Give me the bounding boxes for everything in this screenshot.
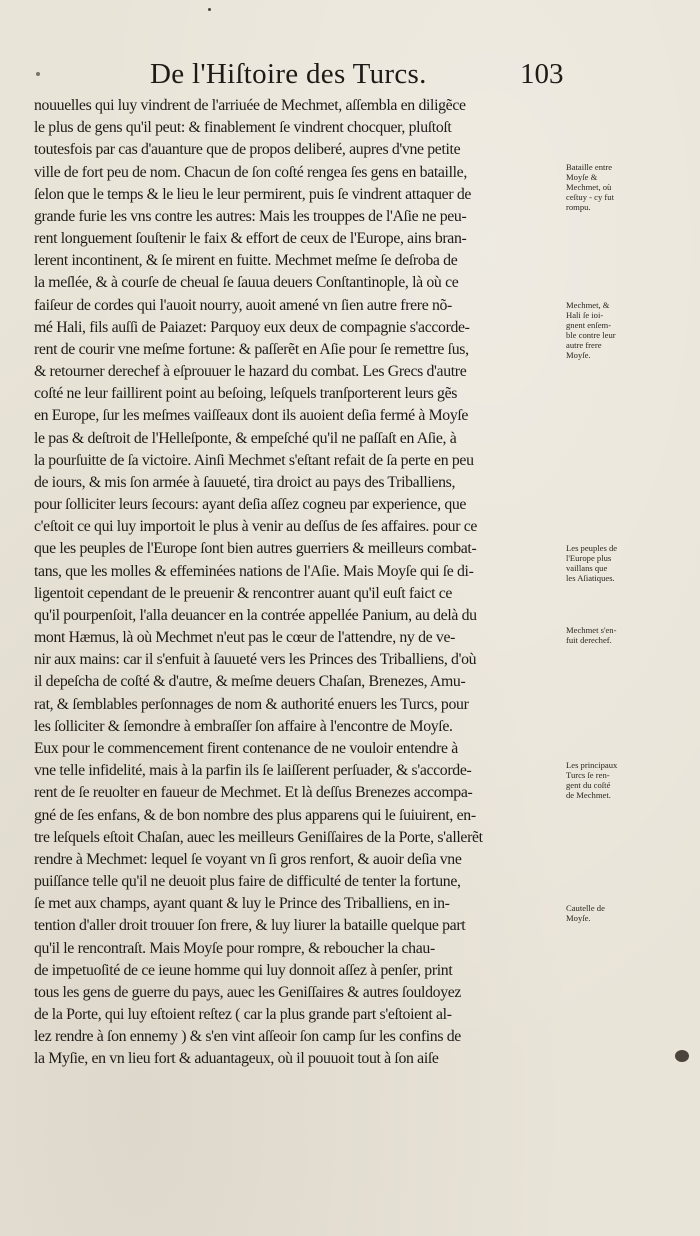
margin-note-line: Les principaux (566, 760, 618, 770)
margin-note-line: autre frere (566, 340, 602, 350)
text-line: tention d'aller droit trouuer ſon frere, & luy liurer la bataille quelque part (34, 917, 466, 935)
margin-note-line: Cautelle de (566, 903, 605, 913)
text-line: rat, & ſemblables perſonnages de nom & authorité enuers les Turcs, pour (34, 695, 469, 713)
text-line: coſté ne leur faillirent point au beſoing, leſquels tranſporterent leurs gẽs (34, 385, 458, 403)
margin-note-line: gnent enſem- (566, 320, 612, 330)
margin-note-cunning (566, 903, 696, 923)
text-line: pour ſolliciter leurs ſecours: ayant deſia aſſez cogneu par experience, que (34, 496, 467, 514)
margin-note-line: Bataille entre (566, 162, 613, 172)
text-line: rent de ſe reuolter en faueur de Mechmet. Et là deſſus Brenezes accompa- (34, 784, 473, 802)
margin-note-line: ble contre leur (566, 330, 616, 340)
text-line: rendre à Mechmet: lequel ſe voyant vn ſi gros renfort, & auoir deſia vne (34, 850, 462, 868)
margin-note-line: Moyſe & (566, 172, 598, 182)
margin-note-line: rompu. (566, 202, 591, 212)
text-line: tous les gens de guerre du pays, auec les Geniſſaires & autres ſouldoyez (34, 983, 462, 1001)
text-line: ſe met aux champs, ayant quant & luy le Prince des Triballiens, en in- (34, 895, 450, 913)
text-line: gné de ſes enfans, & de bon nombre des plus apparens qui le ſuiuirent, en- (34, 806, 476, 824)
text-line: grande furie les vns contre les autres: Mais les trouppes de l'Aſie ne peu- (34, 207, 467, 225)
text-line: qu'il le rencontraſt. Mais Moyſe pour rompre, & reboucher la chau- (34, 939, 435, 957)
text-line: tre leſquels eſtoit Chaſan, auec les meilleurs Geniſſaires de la Porte, s'allerẽt (34, 828, 483, 846)
margin-note-turks-rally (566, 760, 696, 800)
text-line: en Europe, ſur les meſmes vaiſſeaux dont ils auoient deſia fermé à Moyſe (34, 407, 469, 425)
text-line: ville de fort peu de nom. Chacun de ſon coſté rengea ſes gens en bataille, (34, 163, 467, 181)
text-line: de la Porte, qui luy eſtoient reſtez ( car la plus grande part s'eſtoient al- (34, 1006, 452, 1024)
margin-note-europeans (566, 543, 696, 583)
text-line: faiſeur de cordes qui l'auoit nourry, auoit amené vn ſien autre frere nõ- (34, 296, 452, 314)
page-header (0, 58, 700, 98)
margin-note-line: Mechmet, & (566, 300, 610, 310)
body-text (34, 95, 562, 1071)
margin-note-line: l'Europe plus (566, 553, 612, 563)
margin-note-flight (566, 625, 696, 645)
text-line: rent de courir vne meſme fortune: & paſſerẽt en Aſie pour ſe remettre ſus, (34, 340, 469, 358)
text-line: le plus de gens qu'il peut: & finablement ſe vindrent chocquer, pluſtoſt (34, 119, 452, 137)
margin-note-line: Mechmet, où (566, 182, 612, 192)
text-line: c'eſtoit ce qui luy importoit le plus à venir au deſſus de ſes affaires. pour ce (34, 518, 478, 536)
running-title: De l'Hiſtoire des Turcs. (150, 58, 427, 90)
text-line: que les peuples de l'Europe ſont bien autres guerriers & meilleurs combat- (34, 540, 477, 558)
text-line: tans, que les molles & effeminées nations de l'Aſie. Mais Moyſe qui ſe di- (34, 562, 474, 580)
text-line: toutesfois par cas d'auanture que de propos deliberé, aupres d'vne petite (34, 141, 461, 159)
margin-note-line: gent du coſté (566, 780, 611, 790)
text-line: rent longuement ſouſtenir le faix & effort de ceux de l'Europe, ains bran- (34, 230, 467, 248)
text-line: les ſolliciter & ſemondre à embraſſer ſon affaire à l'encontre de Moyſe. (34, 717, 453, 735)
text-line: & retourner derechef à eſprouuer le hazard du combat. Les Grecs d'autre (34, 363, 467, 381)
margin-note-line: Mechmet s'en- (566, 625, 617, 635)
ink-speck (36, 72, 40, 76)
margin-note-line: de Mechmet. (566, 790, 611, 800)
text-line: vne telle infidelité, mais à la parfin ils ſe laiſſerent perſuader, & s'accorde- (34, 762, 472, 780)
margin-note-line: vaillans que (566, 563, 608, 573)
text-line: lerent incontinent, & ſe mirent en fuitte. Mechmet meſme ſe deſroba de (34, 252, 458, 270)
margin-note-alliance (566, 300, 696, 360)
text-line: la Myſie, en vn lieu fort & aduantageux, où il pouuoit tout à ſon aiſe (34, 1050, 439, 1068)
text-line: ligentoit cependant de le preuenir & rencontrer auant qu'il euſt faict ce (34, 584, 453, 602)
text-line: mont Hæmus, là où Mechmet n'eut pas le cœur de l'attendre, ny de ve- (34, 629, 456, 647)
margin-note-line: Les peuples de (566, 543, 618, 553)
margin-note-line: les Aſiatiques. (566, 573, 615, 583)
margin-note-line: Moyſe. (566, 913, 591, 923)
margin-note-line: fuit derechef. (566, 635, 612, 645)
text-line: lez rendre à ſon ennemy ) & s'en vint aſſeoir ſon camp ſur les confins de (34, 1028, 461, 1046)
text-line: il depeſcha de coſté & d'autre, & meſme deuers Chaſan, Brenezes, Amu- (34, 673, 466, 691)
ink-speck (208, 8, 211, 11)
text-line: nir aux mains: car il s'enfuit à ſauueté vers les Princes des Triballiens, d'où (34, 651, 477, 669)
margin-note-line: Turcs ſe ren- (566, 770, 610, 780)
text-line: de iours, & mis ſon armée à ſauueté, tira droict au pays des Triballiens, (34, 473, 456, 491)
text-line: ſelon que le temps & le lieu le leur permirent, puis ſe vindrent attaquer de (34, 185, 472, 203)
text-line: la meſlée, & à courſe de cheual ſe ſauua deuers Conſtantinople, là où ce (34, 274, 459, 292)
margin-note-line: Hali ſe ioi- (566, 310, 604, 320)
ink-spot (675, 1050, 689, 1062)
margin-note-line: ceſtuy - cy fut (566, 192, 614, 202)
text-line: qu'il pourpenſoit, l'alla deuancer en la contrée appellée Panium, au delà du (34, 606, 477, 624)
text-line: Eux pour le commencement firent contenance de ne vouloir entendre à (34, 739, 458, 757)
text-line: mé Hali, fils auſſi de Paiazet: Parquoy eux deux de compagnie s'accorde- (34, 318, 470, 336)
text-line: le pas & deſtroit de l'Helleſponte, & empeſché qu'il ne paſſaſt en Aſie, à (34, 429, 457, 447)
text-line: de impetuoſité de ce ieune homme qui luy donnoit aſſez à penſer, print (34, 961, 453, 979)
text-line: puiſſance telle qu'il ne deuoit plus faire de difficulté de tenter la fortune, (34, 873, 461, 891)
text-line: nouuelles qui luy vindrent de l'arriuée de Mechmet, aſſembla en diligẽce (34, 97, 466, 114)
page-number: 103 (520, 58, 564, 90)
text-line: la pourſuitte de ſa victoire. Ainſi Mechmet s'eſtant refait de ſa perte en peu (34, 451, 474, 469)
margin-note-line: Moyſe. (566, 350, 591, 360)
margin-note-battle (566, 162, 696, 212)
